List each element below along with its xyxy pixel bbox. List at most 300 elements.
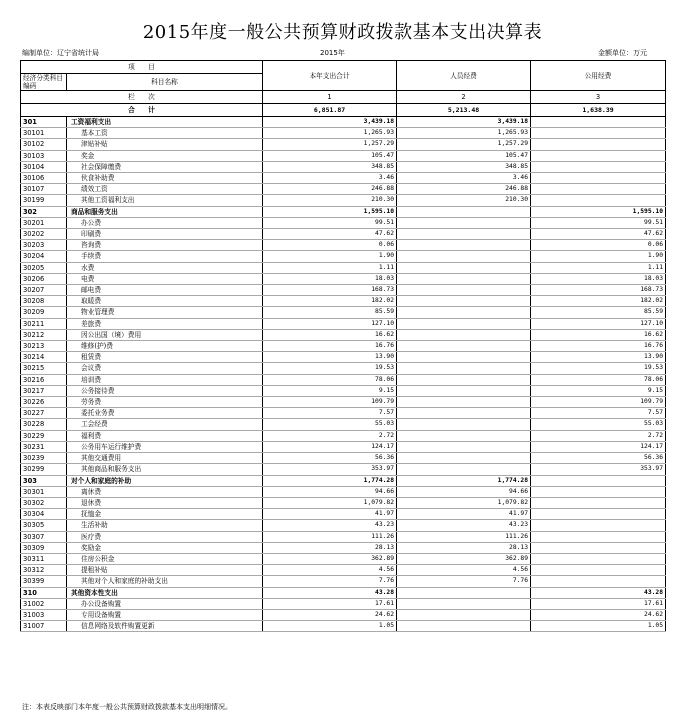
table-row (21, 542, 666, 553)
cell-public: 43.28 (531, 587, 666, 598)
cell-name: 印刷费 (67, 229, 263, 240)
cell-public: 47.62 (531, 229, 666, 240)
cell-personnel (397, 453, 531, 464)
cell-total: 1.05 (263, 621, 397, 632)
header-row-project (21, 61, 666, 74)
cell-personnel (397, 598, 531, 609)
cell-code: 30202 (21, 229, 67, 240)
cell-total: 111.26 (263, 531, 397, 542)
cell-name: 手续费 (67, 251, 263, 262)
cell-public (531, 195, 666, 206)
cell-total: 56.36 (263, 453, 397, 464)
cell-personnel (397, 363, 531, 374)
cell-total: 1.11 (263, 262, 397, 273)
cell-code: 30214 (21, 352, 67, 363)
cell-code: 30213 (21, 341, 67, 352)
header-index-3: 3 (531, 91, 666, 104)
cell-total: 3,439.18 (263, 117, 397, 128)
cell-code: 30227 (21, 408, 67, 419)
table-row (21, 329, 666, 340)
cell-name: 伙食补助费 (67, 173, 263, 184)
table-row (21, 486, 666, 497)
cell-public: 124.17 (531, 441, 666, 452)
cell-public: 109.79 (531, 397, 666, 408)
cell-personnel: 1,257.29 (397, 139, 531, 150)
cell-code: 30302 (21, 497, 67, 508)
cell-total: 2.72 (263, 430, 397, 441)
table-row (21, 430, 666, 441)
cell-name: 其他工资福利支出 (67, 195, 263, 206)
compiling-unit: 编制单位：辽宁省统计局 (22, 49, 99, 57)
cell-public (531, 520, 666, 531)
cell-name: 邮电费 (67, 285, 263, 296)
cell-total: 1,079.82 (263, 497, 397, 508)
cell-total: 182.02 (263, 296, 397, 307)
cell-personnel (397, 329, 531, 340)
cell-total: 17.61 (263, 598, 397, 609)
cell-total: 55.03 (263, 419, 397, 430)
cell-personnel: 362.89 (397, 553, 531, 564)
cell-total: 41.97 (263, 509, 397, 520)
cell-personnel (397, 217, 531, 228)
cell-name: 委托业务费 (67, 408, 263, 419)
cell-code: 30226 (21, 397, 67, 408)
cell-name: 其他对个人和家庭的补助支出 (67, 576, 263, 587)
header-project: 项 目 (21, 61, 263, 74)
cell-total: 16.76 (263, 341, 397, 352)
cell-name: 其他商品和服务支出 (67, 464, 263, 475)
cell-personnel: 1,265.93 (397, 128, 531, 139)
category-row (21, 206, 666, 217)
cell-name: 办公设备购置 (67, 598, 263, 609)
cell-code: 30106 (21, 173, 67, 184)
cell-public: 182.02 (531, 296, 666, 307)
cell-total: 124.17 (263, 441, 397, 452)
cell-code: 30102 (21, 139, 67, 150)
cell-personnel: 111.26 (397, 531, 531, 542)
cell-total: 210.30 (263, 195, 397, 206)
cell-public (531, 531, 666, 542)
total-personnel: 5,213.48 (397, 104, 531, 117)
cell-public (531, 184, 666, 195)
cell-code: 310 (21, 587, 67, 598)
cell-public: 19.53 (531, 363, 666, 374)
cell-public: 1.90 (531, 251, 666, 262)
cell-personnel: 7.76 (397, 576, 531, 587)
cell-public: 85.59 (531, 307, 666, 318)
cell-name: 差旅费 (67, 318, 263, 329)
cell-personnel: 348.85 (397, 161, 531, 172)
cell-total: 9.15 (263, 385, 397, 396)
table-row (21, 217, 666, 228)
category-row (21, 587, 666, 598)
cell-personnel: 94.66 (397, 486, 531, 497)
cell-code: 30301 (21, 486, 67, 497)
cell-total: 246.88 (263, 184, 397, 195)
cell-code: 30204 (21, 251, 67, 262)
cell-code: 30104 (21, 161, 67, 172)
table-row (21, 520, 666, 531)
cell-public: 127.10 (531, 318, 666, 329)
cell-public: 7.57 (531, 408, 666, 419)
cell-code: 30239 (21, 453, 67, 464)
cell-code: 30203 (21, 240, 67, 251)
cell-code: 30217 (21, 385, 67, 396)
cell-name: 其他资本性支出 (67, 587, 263, 598)
cell-name: 住房公积金 (67, 553, 263, 564)
cell-name: 社会保障缴费 (67, 161, 263, 172)
table-row (21, 341, 666, 352)
cell-name: 水费 (67, 262, 263, 273)
table-row (21, 307, 666, 318)
cell-name: 福利费 (67, 430, 263, 441)
cell-personnel: 105.47 (397, 150, 531, 161)
cell-code: 302 (21, 206, 67, 217)
cell-name: 维修(护)费 (67, 341, 263, 352)
table-row (21, 565, 666, 576)
footnote: 注：本表反映部门本年度一般公共预算财政拨款基本支出明细情况。 (22, 703, 232, 711)
cell-code: 30205 (21, 262, 67, 273)
cell-total: 18.03 (263, 273, 397, 284)
cell-code: 30399 (21, 576, 67, 587)
cell-name: 办公费 (67, 217, 263, 228)
cell-code: 31002 (21, 598, 67, 609)
cell-total: 16.62 (263, 329, 397, 340)
cell-personnel (397, 609, 531, 620)
table-row (21, 441, 666, 452)
cell-total: 43.23 (263, 520, 397, 531)
header-personnel: 人员经费 (397, 61, 531, 91)
cell-public (531, 576, 666, 587)
table-row (21, 273, 666, 284)
cell-code: 30103 (21, 150, 67, 161)
cell-code: 30208 (21, 296, 67, 307)
table-row (21, 509, 666, 520)
cell-public: 18.03 (531, 273, 666, 284)
cell-name: 咨询费 (67, 240, 263, 251)
cell-personnel: 4.56 (397, 565, 531, 576)
cell-total: 105.47 (263, 150, 397, 161)
cell-code: 30309 (21, 542, 67, 553)
cell-name: 劳务费 (67, 397, 263, 408)
cell-code: 31003 (21, 609, 67, 620)
cell-name: 退休费 (67, 497, 263, 508)
category-row (21, 117, 666, 128)
table-row (21, 195, 666, 206)
cell-code: 30201 (21, 217, 67, 228)
cell-name: 津贴补贴 (67, 139, 263, 150)
table-row (21, 464, 666, 475)
table-row (21, 173, 666, 184)
cell-public: 16.62 (531, 329, 666, 340)
currency-unit: 金额单位：万元 (598, 49, 647, 57)
cell-personnel (397, 397, 531, 408)
cell-personnel (397, 206, 531, 217)
cell-code: 30231 (21, 441, 67, 452)
cell-name: 工资福利支出 (67, 117, 263, 128)
header-code-label: 经济分类科目编码 (21, 74, 67, 91)
cell-personnel (397, 341, 531, 352)
table-row (21, 262, 666, 273)
table-row (21, 408, 666, 419)
cell-personnel (397, 285, 531, 296)
cell-code: 30229 (21, 430, 67, 441)
cell-public: 13.90 (531, 352, 666, 363)
table-row (21, 397, 666, 408)
cell-name: 信息网络及软件购置更新 (67, 621, 263, 632)
cell-code: 301 (21, 117, 67, 128)
cell-name: 抚恤金 (67, 509, 263, 520)
cell-public: 1.05 (531, 621, 666, 632)
cell-name: 公务用车运行维护费 (67, 441, 263, 452)
cell-public: 17.61 (531, 598, 666, 609)
cell-name: 绩效工资 (67, 184, 263, 195)
cell-public: 1.11 (531, 262, 666, 273)
cell-code: 30307 (21, 531, 67, 542)
cell-code: 30207 (21, 285, 67, 296)
table-row (21, 553, 666, 564)
table-row (21, 128, 666, 139)
cell-public (531, 128, 666, 139)
table-row (21, 598, 666, 609)
cell-personnel (397, 240, 531, 251)
cell-name: 医疗费 (67, 531, 263, 542)
cell-total: 348.85 (263, 161, 397, 172)
cell-public: 78.06 (531, 374, 666, 385)
cell-name: 其他交通费用 (67, 453, 263, 464)
cell-name: 公务接待费 (67, 385, 263, 396)
cell-total: 47.62 (263, 229, 397, 240)
cell-public (531, 475, 666, 486)
cell-total: 24.62 (263, 609, 397, 620)
cell-public: 16.76 (531, 341, 666, 352)
cell-code: 30228 (21, 419, 67, 430)
cell-personnel (397, 621, 531, 632)
cell-total: 1,774.28 (263, 475, 397, 486)
cell-public (531, 173, 666, 184)
cell-total: 362.89 (263, 553, 397, 564)
total-sum: 6,851.87 (263, 104, 397, 117)
table-row (21, 621, 666, 632)
report-title: 2015年度一般公共预算财政拨款基本支出决算表 (142, 22, 543, 43)
table-row (21, 240, 666, 251)
cell-name: 培训费 (67, 374, 263, 385)
category-row (21, 475, 666, 486)
cell-public (531, 542, 666, 553)
cell-personnel: 43.23 (397, 520, 531, 531)
cell-name: 工会经费 (67, 419, 263, 430)
cell-name: 专用设备购置 (67, 609, 263, 620)
cell-personnel (397, 318, 531, 329)
table-row (21, 161, 666, 172)
cell-total: 1,257.29 (263, 139, 397, 150)
header-index-2: 2 (397, 91, 531, 104)
table-row (21, 296, 666, 307)
header-public: 公用经费 (531, 61, 666, 91)
cell-personnel (397, 229, 531, 240)
cell-personnel (397, 296, 531, 307)
cell-code: 30107 (21, 184, 67, 195)
cell-personnel: 3,439.18 (397, 117, 531, 128)
cell-total: 1,265.93 (263, 128, 397, 139)
table-row (21, 352, 666, 363)
total-label: 合 计 (21, 104, 263, 117)
cell-personnel (397, 408, 531, 419)
table-row (21, 251, 666, 262)
cell-total: 1.90 (263, 251, 397, 262)
cell-public (531, 139, 666, 150)
cell-total: 78.06 (263, 374, 397, 385)
cell-name: 生活补助 (67, 520, 263, 531)
cell-name: 因公出国（境）费用 (67, 329, 263, 340)
cell-code: 30206 (21, 273, 67, 284)
table-row (21, 531, 666, 542)
table-row (21, 453, 666, 464)
cell-total: 1,595.10 (263, 206, 397, 217)
cell-total: 43.28 (263, 587, 397, 598)
cell-personnel: 41.97 (397, 509, 531, 520)
cell-personnel (397, 251, 531, 262)
cell-public (531, 553, 666, 564)
cell-public: 55.03 (531, 419, 666, 430)
cell-public: 2.72 (531, 430, 666, 441)
table-row (21, 229, 666, 240)
cell-total: 3.46 (263, 173, 397, 184)
cell-total: 0.06 (263, 240, 397, 251)
cell-personnel (397, 441, 531, 452)
cell-name: 提租补贴 (67, 565, 263, 576)
cell-public: 1,595.10 (531, 206, 666, 217)
cell-personnel (397, 352, 531, 363)
cell-total: 99.51 (263, 217, 397, 228)
cell-total: 7.57 (263, 408, 397, 419)
cell-personnel: 3.46 (397, 173, 531, 184)
cell-name: 会议费 (67, 363, 263, 374)
cell-code: 30211 (21, 318, 67, 329)
cell-total: 28.13 (263, 542, 397, 553)
cell-name: 基本工资 (67, 128, 263, 139)
cell-name: 离休费 (67, 486, 263, 497)
table-row (21, 184, 666, 195)
cell-public (531, 565, 666, 576)
cell-name: 商品和服务支出 (67, 206, 263, 217)
cell-public (531, 486, 666, 497)
cell-public (531, 497, 666, 508)
cell-total: 7.76 (263, 576, 397, 587)
table-row (21, 385, 666, 396)
cell-personnel (397, 307, 531, 318)
table-row (21, 318, 666, 329)
cell-total: 127.10 (263, 318, 397, 329)
cell-personnel (397, 419, 531, 430)
expenditure-table (20, 60, 666, 632)
cell-personnel: 28.13 (397, 542, 531, 553)
table-row (21, 497, 666, 508)
cell-code: 30216 (21, 374, 67, 385)
cell-code: 30209 (21, 307, 67, 318)
table-row (21, 419, 666, 430)
cell-code: 30304 (21, 509, 67, 520)
cell-personnel: 1,774.28 (397, 475, 531, 486)
cell-personnel (397, 464, 531, 475)
header-index-1: 1 (263, 91, 397, 104)
cell-name: 奖励金 (67, 542, 263, 553)
header-total: 本年支出合计 (263, 61, 397, 91)
cell-code: 31007 (21, 621, 67, 632)
cell-personnel: 210.30 (397, 195, 531, 206)
cell-public: 168.73 (531, 285, 666, 296)
header-row-index (21, 91, 666, 104)
cell-public: 9.15 (531, 385, 666, 396)
cell-code: 30101 (21, 128, 67, 139)
cell-personnel: 1,079.82 (397, 497, 531, 508)
cell-code: 30299 (21, 464, 67, 475)
cell-public (531, 117, 666, 128)
table-row (21, 576, 666, 587)
cell-public (531, 509, 666, 520)
cell-code: 30215 (21, 363, 67, 374)
cell-personnel (397, 385, 531, 396)
table-row (21, 150, 666, 161)
cell-total: 4.56 (263, 565, 397, 576)
cell-total: 13.90 (263, 352, 397, 363)
cell-total: 85.59 (263, 307, 397, 318)
cell-public: 24.62 (531, 609, 666, 620)
cell-code: 303 (21, 475, 67, 486)
cell-code: 30311 (21, 553, 67, 564)
cell-personnel: 246.88 (397, 184, 531, 195)
total-public: 1,638.39 (531, 104, 666, 117)
header-name-label: 科目名称 (67, 74, 263, 91)
cell-public: 0.06 (531, 240, 666, 251)
cell-code: 30212 (21, 329, 67, 340)
cell-public: 56.36 (531, 453, 666, 464)
cell-personnel (397, 273, 531, 284)
cell-total: 109.79 (263, 397, 397, 408)
report-year: 2015年 (320, 49, 345, 57)
table-row (21, 139, 666, 150)
table-row (21, 363, 666, 374)
cell-name: 对个人和家庭的补助 (67, 475, 263, 486)
cell-personnel (397, 262, 531, 273)
cell-total: 353.97 (263, 464, 397, 475)
cell-personnel (397, 430, 531, 441)
cell-public (531, 150, 666, 161)
cell-name: 物业管理费 (67, 307, 263, 318)
cell-total: 94.66 (263, 486, 397, 497)
cell-total: 168.73 (263, 285, 397, 296)
table-row (21, 609, 666, 620)
cell-code: 30199 (21, 195, 67, 206)
cell-code: 30312 (21, 565, 67, 576)
total-row (21, 104, 666, 117)
cell-code: 30305 (21, 520, 67, 531)
table-row (21, 285, 666, 296)
cell-personnel (397, 587, 531, 598)
cell-name: 取暖费 (67, 296, 263, 307)
cell-name: 租赁费 (67, 352, 263, 363)
header-row-label: 栏 次 (21, 91, 263, 104)
table-row (21, 374, 666, 385)
cell-total: 19.53 (263, 363, 397, 374)
cell-personnel (397, 374, 531, 385)
cell-public: 99.51 (531, 217, 666, 228)
cell-name: 奖金 (67, 150, 263, 161)
cell-public (531, 161, 666, 172)
cell-name: 电费 (67, 273, 263, 284)
table-body (21, 61, 666, 632)
cell-public: 353.97 (531, 464, 666, 475)
